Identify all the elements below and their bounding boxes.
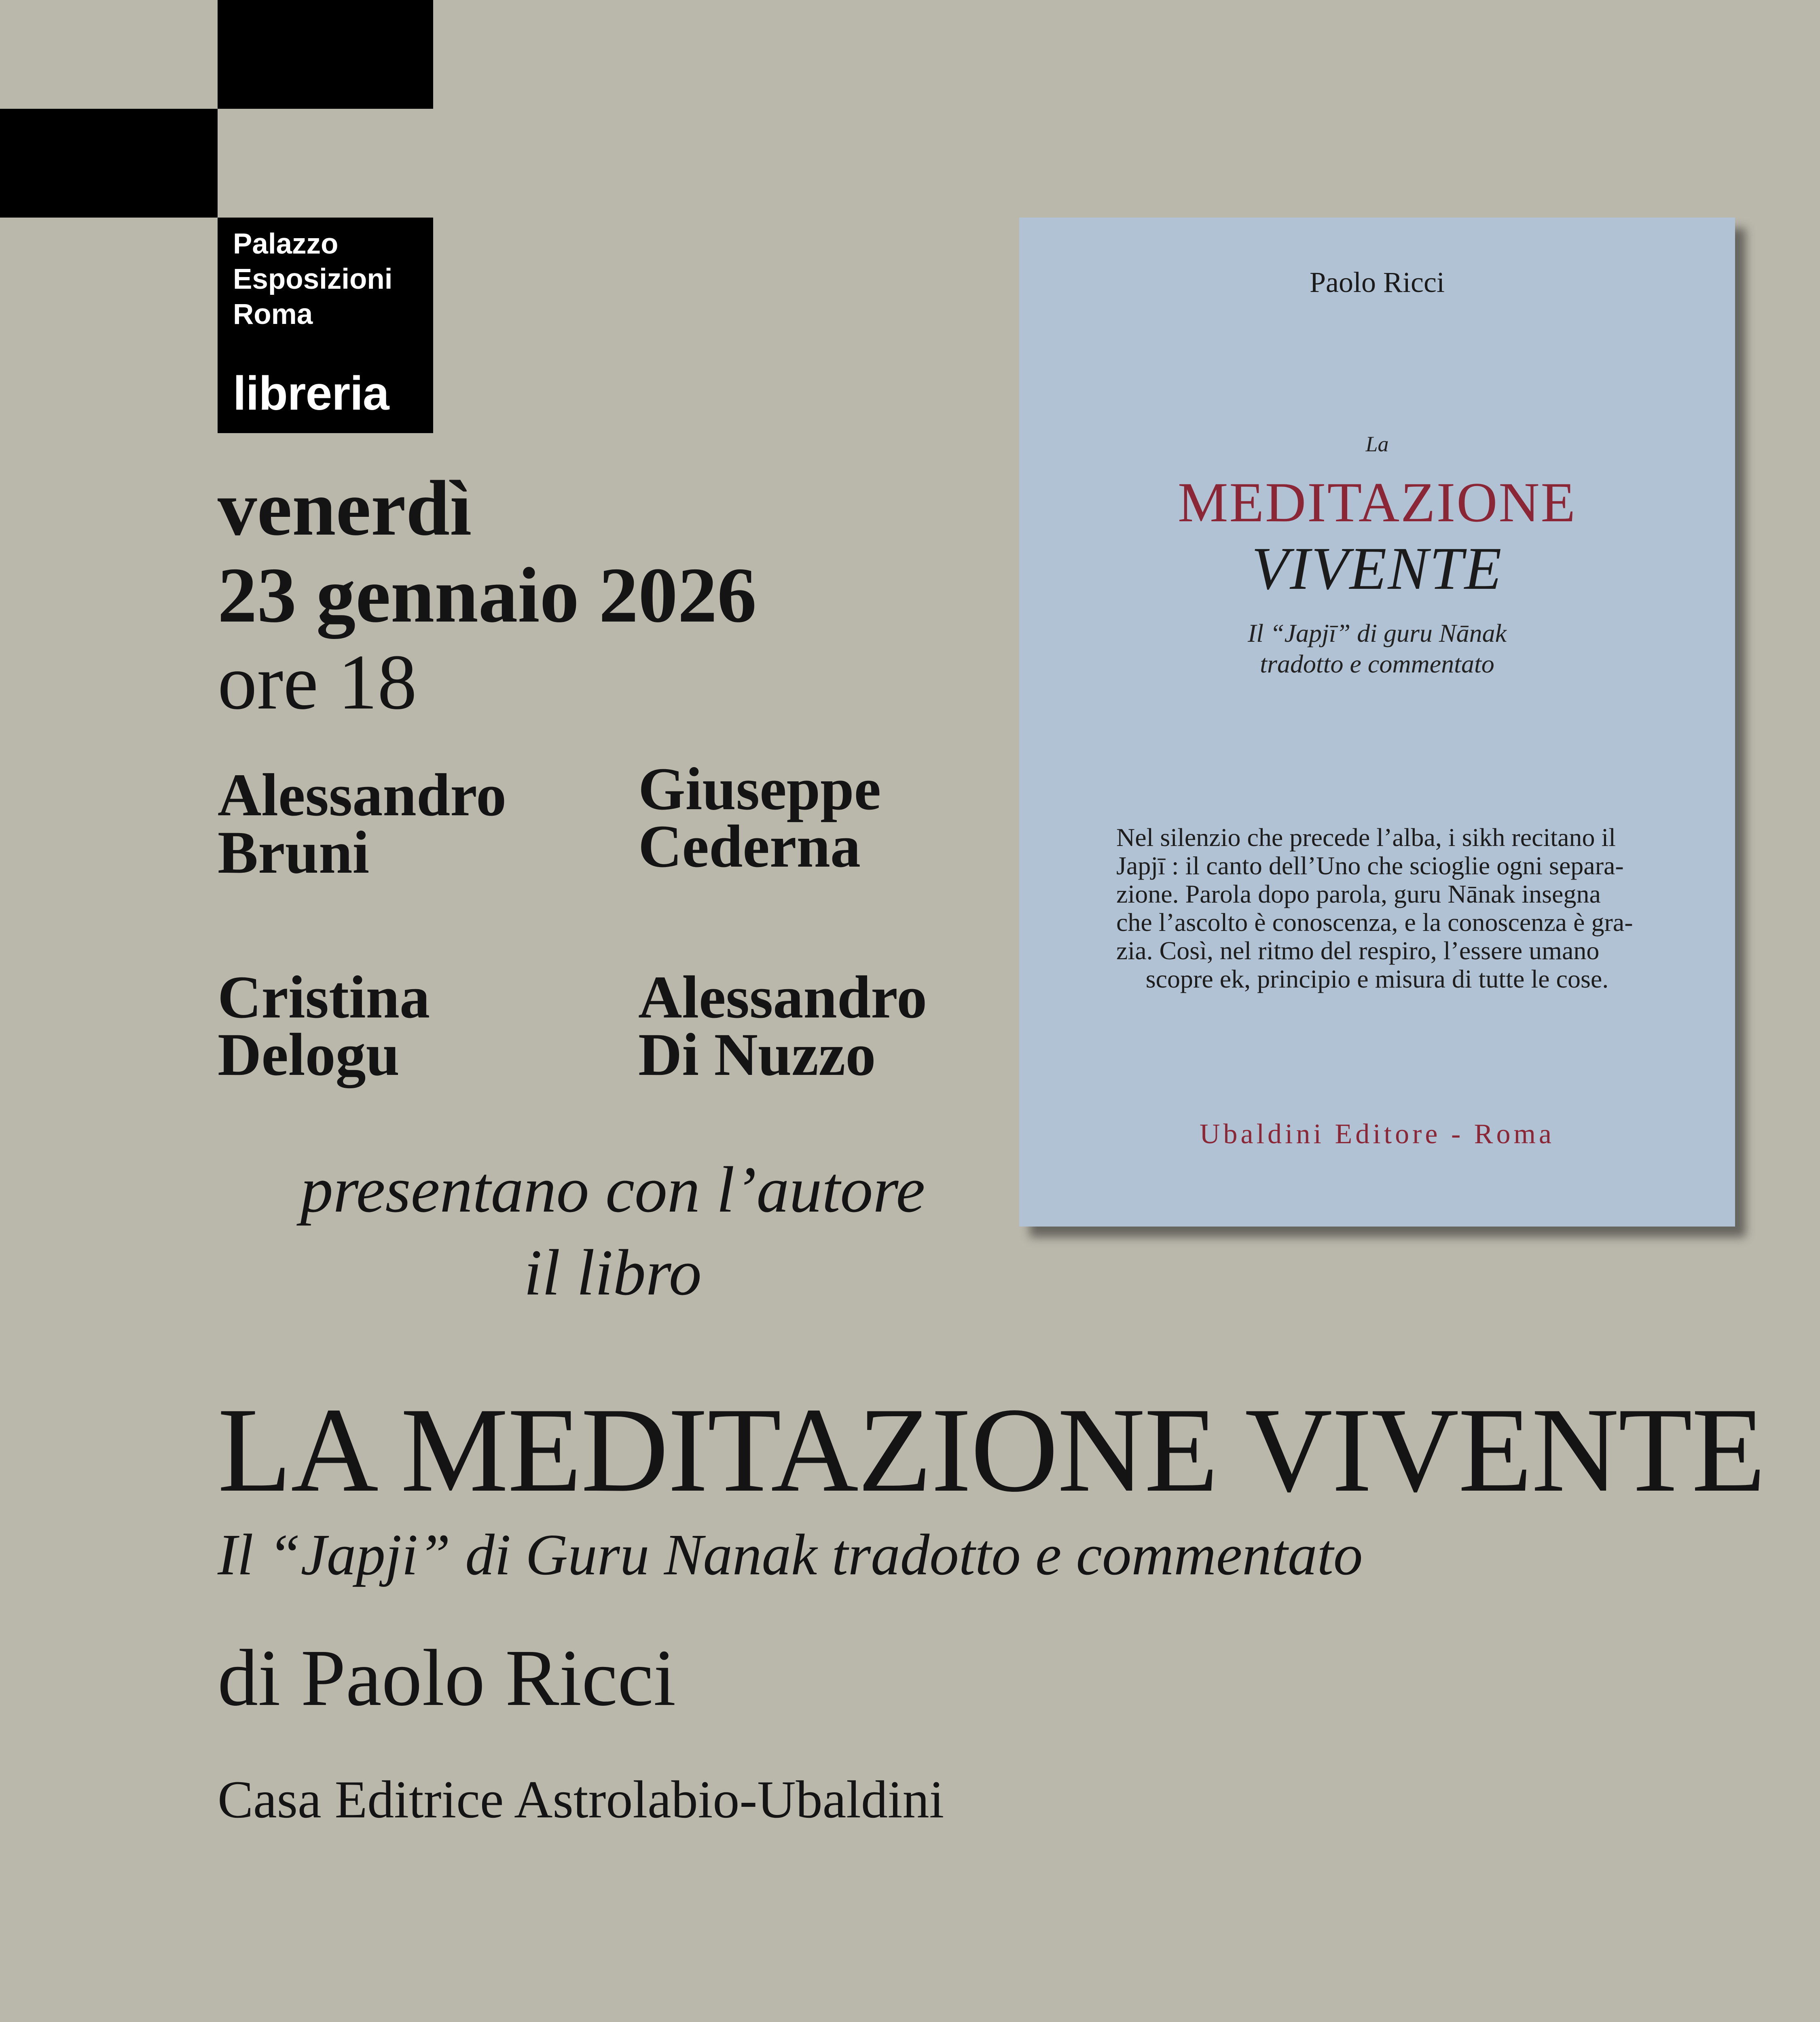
presentation-line: presentano con l’autore [300,1154,925,1226]
logo-palazzo-esposizioni [218,218,433,433]
event-date: 23 gennaio 2026 [218,552,757,639]
book-cover [1019,218,1735,1227]
decor-block-top [218,0,433,109]
presenter-last-name: Di Nuzzo [638,1021,876,1088]
logo-org-name [233,226,393,332]
book-title: LA MEDITAZIONE VIVENTE [218,1383,1765,1517]
presenter-first-name: Giuseppe [638,755,881,823]
cover-blurb-line: che l’ascolto è conoscenza, e la conoscenza è gra- [1116,908,1633,937]
cover-title-line2: VIVENTE [1251,535,1503,602]
presenter [218,761,507,886]
presentation-text [218,1148,1007,1314]
cover-subtitle [1019,618,1735,679]
presenter-first-name: Alessandro [638,964,927,1031]
decor-block-left [0,109,218,218]
presenter-last-name: Bruni [218,819,370,886]
cover-author: Paolo Ricci [1310,266,1445,298]
cover-blurb-line: zione. Parola dopo parola, guru Nānak insegna [1116,880,1601,908]
book-author: di Paolo Ricci [218,1633,676,1723]
cover-blurb-line: Japjī : il canto dell’Uno che scioglie ogni separa- [1116,851,1624,880]
cover-subtitle-line: tradotto e commentato [1260,649,1494,678]
cover-publisher: Ubaldini Editore - Roma [1199,1119,1555,1150]
presenter-first-name: Alessandro [218,761,507,829]
presenter [638,755,881,880]
logo-section: libreria [233,367,389,420]
cover-blurb-line: scopre ek, principio e misura di tutte le cose. [1145,964,1609,993]
cover-subtitle-line: Il “Japjī” di guru Nānak [1247,619,1507,647]
book-publisher: Casa Editrice Astrolabio-Ubaldini [218,1770,944,1829]
presenter [218,964,430,1088]
cover-title-line1: MEDITAZIONE [1178,471,1577,534]
event-time: ore 18 [218,639,417,726]
presenter-last-name: Cederna [638,813,861,880]
presentation-line: il libro [524,1237,702,1309]
book-subtitle: Il “Japji” di Guru Nanak tradotto e commentato [218,1523,1363,1587]
presenter-last-name: Delogu [218,1021,400,1088]
logo-line: Esposizioni [233,263,393,295]
logo-line: Roma [233,298,313,330]
presenter [638,964,927,1088]
logo-line: Palazzo [233,228,339,260]
event-datetime [218,465,757,726]
cover-blurb-line: Nel silenzio che precede l’alba, i sikh recitano il [1116,823,1616,852]
event-day: venerdì [218,465,472,552]
cover-title-article: La [1365,432,1389,456]
cover-blurb [1116,823,1638,993]
presenter-first-name: Cristina [218,964,430,1031]
cover-blurb-line: zia. Così, nel ritmo del respiro, l’essere umano [1116,936,1600,965]
